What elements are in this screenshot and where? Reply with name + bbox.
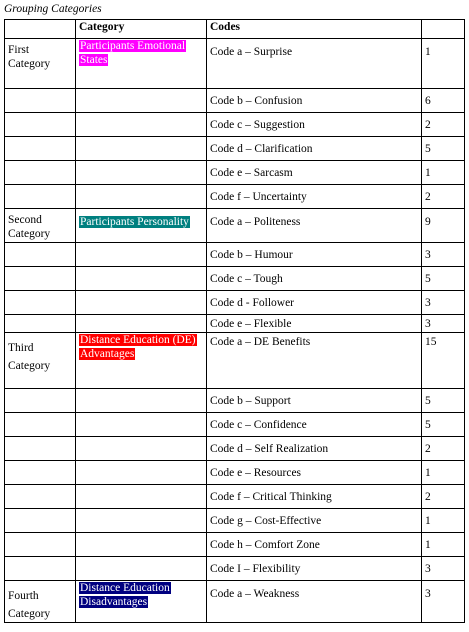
group-label-line: Fourth bbox=[8, 590, 39, 602]
category-cell bbox=[76, 39, 207, 89]
code-cell: Code a – Surprise bbox=[207, 39, 422, 89]
group-label-cell bbox=[5, 533, 76, 557]
count-cell: 5 bbox=[422, 389, 465, 413]
group-label-cell bbox=[5, 437, 76, 461]
header-cell-blank bbox=[5, 20, 76, 39]
category-highlight: Distance Education bbox=[80, 582, 170, 594]
code-cell: Code e – Flexible bbox=[207, 315, 422, 333]
category-cell bbox=[76, 315, 207, 333]
group-label-cell bbox=[5, 89, 76, 113]
category-cell bbox=[76, 267, 207, 291]
category-cell bbox=[76, 243, 207, 267]
category-highlight: Participants Emotional bbox=[80, 40, 186, 52]
code-cell: Code b – Confusion bbox=[207, 89, 422, 113]
code-cell: Code e – Resources bbox=[207, 461, 422, 485]
header-row bbox=[5, 20, 465, 39]
category-cell bbox=[76, 389, 207, 413]
count-cell: 3 bbox=[422, 315, 465, 333]
group-label-line: Category bbox=[8, 608, 51, 620]
count-cell: 9 bbox=[422, 209, 465, 243]
table-row bbox=[5, 267, 465, 291]
code-cell: Code d – Self Realization bbox=[207, 437, 422, 461]
group-label-cell bbox=[5, 413, 76, 437]
count-cell: 2 bbox=[422, 113, 465, 137]
code-cell: Code a – Politeness bbox=[207, 209, 422, 243]
group-label-cell bbox=[5, 315, 76, 333]
count-cell: 1 bbox=[422, 533, 465, 557]
category-cell bbox=[76, 533, 207, 557]
group-label-line: First bbox=[8, 44, 30, 56]
category-cell bbox=[76, 113, 207, 137]
count-cell: 2 bbox=[422, 437, 465, 461]
table-row bbox=[5, 209, 465, 243]
count-cell: 1 bbox=[422, 509, 465, 533]
code-cell: Code f – Uncertainty bbox=[207, 185, 422, 209]
table-row bbox=[5, 39, 465, 89]
grouping-categories-table bbox=[4, 19, 465, 623]
count-cell: 5 bbox=[422, 413, 465, 437]
code-cell: Code d - Follower bbox=[207, 291, 422, 315]
table-caption: Grouping Categories bbox=[4, 3, 102, 15]
group-label-cell bbox=[5, 389, 76, 413]
category-cell bbox=[76, 461, 207, 485]
group-label-line: Third bbox=[8, 342, 34, 354]
code-cell: Code I – Flexibility bbox=[207, 557, 422, 581]
table-row bbox=[5, 389, 465, 413]
category-highlight: Distance Education (DE) bbox=[80, 334, 196, 346]
category-cell bbox=[76, 509, 207, 533]
code-cell: Code a – Weakness bbox=[207, 581, 422, 623]
code-cell: Code c – Confidence bbox=[207, 413, 422, 437]
category-cell bbox=[76, 333, 207, 389]
group-label-cell bbox=[5, 557, 76, 581]
table-row bbox=[5, 557, 465, 581]
category-cell bbox=[76, 413, 207, 437]
group-label-cell bbox=[5, 267, 76, 291]
category-cell bbox=[76, 437, 207, 461]
category-cell bbox=[76, 581, 207, 623]
group-label-cell bbox=[5, 333, 76, 389]
table-row bbox=[5, 185, 465, 209]
group-label-line: Second bbox=[8, 214, 42, 226]
table-row bbox=[5, 291, 465, 315]
code-cell: Code f – Critical Thinking bbox=[207, 485, 422, 509]
group-label-cell bbox=[5, 39, 76, 89]
table-row bbox=[5, 137, 465, 161]
table-row bbox=[5, 461, 465, 485]
count-cell: 2 bbox=[422, 485, 465, 509]
group-label-cell bbox=[5, 243, 76, 267]
group-label-line: Category bbox=[8, 360, 51, 372]
category-cell bbox=[76, 137, 207, 161]
group-label-cell bbox=[5, 291, 76, 315]
count-cell: 5 bbox=[422, 267, 465, 291]
count-cell: 3 bbox=[422, 291, 465, 315]
group-label-cell bbox=[5, 185, 76, 209]
count-cell: 3 bbox=[422, 581, 465, 623]
count-cell: 1 bbox=[422, 461, 465, 485]
category-highlight: States bbox=[80, 54, 108, 66]
category-cell bbox=[76, 209, 207, 243]
table-row bbox=[5, 485, 465, 509]
group-label-cell bbox=[5, 137, 76, 161]
code-cell: Code c – Tough bbox=[207, 267, 422, 291]
table-row bbox=[5, 333, 465, 389]
count-cell: 5 bbox=[422, 137, 465, 161]
table-row bbox=[5, 89, 465, 113]
count-cell: 1 bbox=[422, 161, 465, 185]
group-label-cell bbox=[5, 581, 76, 623]
category-highlight: Disadvantages bbox=[80, 596, 148, 608]
count-cell: 15 bbox=[422, 333, 465, 389]
table-row bbox=[5, 533, 465, 557]
group-label-line: Category bbox=[8, 228, 51, 240]
code-cell: Code b – Humour bbox=[207, 243, 422, 267]
table-row bbox=[5, 509, 465, 533]
count-cell: 6 bbox=[422, 89, 465, 113]
table-body bbox=[5, 39, 465, 623]
table-row bbox=[5, 315, 465, 333]
group-label-cell bbox=[5, 509, 76, 533]
table-row bbox=[5, 437, 465, 461]
table-row bbox=[5, 161, 465, 185]
group-label-cell bbox=[5, 485, 76, 509]
category-cell bbox=[76, 485, 207, 509]
count-cell: 2 bbox=[422, 185, 465, 209]
count-cell: 1 bbox=[422, 39, 465, 89]
count-cell: 3 bbox=[422, 243, 465, 267]
category-cell bbox=[76, 291, 207, 315]
category-cell bbox=[76, 185, 207, 209]
code-cell: Code c – Suggestion bbox=[207, 113, 422, 137]
category-cell bbox=[76, 89, 207, 113]
code-cell: Code h – Comfort Zone bbox=[207, 533, 422, 557]
group-label-line: Category bbox=[8, 58, 51, 70]
category-highlight: Advantages bbox=[80, 348, 135, 360]
code-cell: Code d – Clarification bbox=[207, 137, 422, 161]
group-label-cell bbox=[5, 461, 76, 485]
group-label-cell bbox=[5, 113, 76, 137]
table-row bbox=[5, 113, 465, 137]
group-label-cell bbox=[5, 161, 76, 185]
code-cell: Code e – Sarcasm bbox=[207, 161, 422, 185]
count-cell: 3 bbox=[422, 557, 465, 581]
category-highlight: Participants Personality bbox=[80, 216, 189, 228]
table-row bbox=[5, 581, 465, 623]
code-cell: Code g – Cost-Effective bbox=[207, 509, 422, 533]
header-category: Category bbox=[76, 20, 207, 39]
code-cell: Code b – Support bbox=[207, 389, 422, 413]
header-codes: Codes bbox=[207, 20, 422, 39]
code-cell: Code a – DE Benefits bbox=[207, 333, 422, 389]
category-cell bbox=[76, 161, 207, 185]
category-cell bbox=[76, 557, 207, 581]
group-label-cell bbox=[5, 209, 76, 243]
table-row bbox=[5, 243, 465, 267]
header-count bbox=[422, 20, 465, 39]
table-row bbox=[5, 413, 465, 437]
